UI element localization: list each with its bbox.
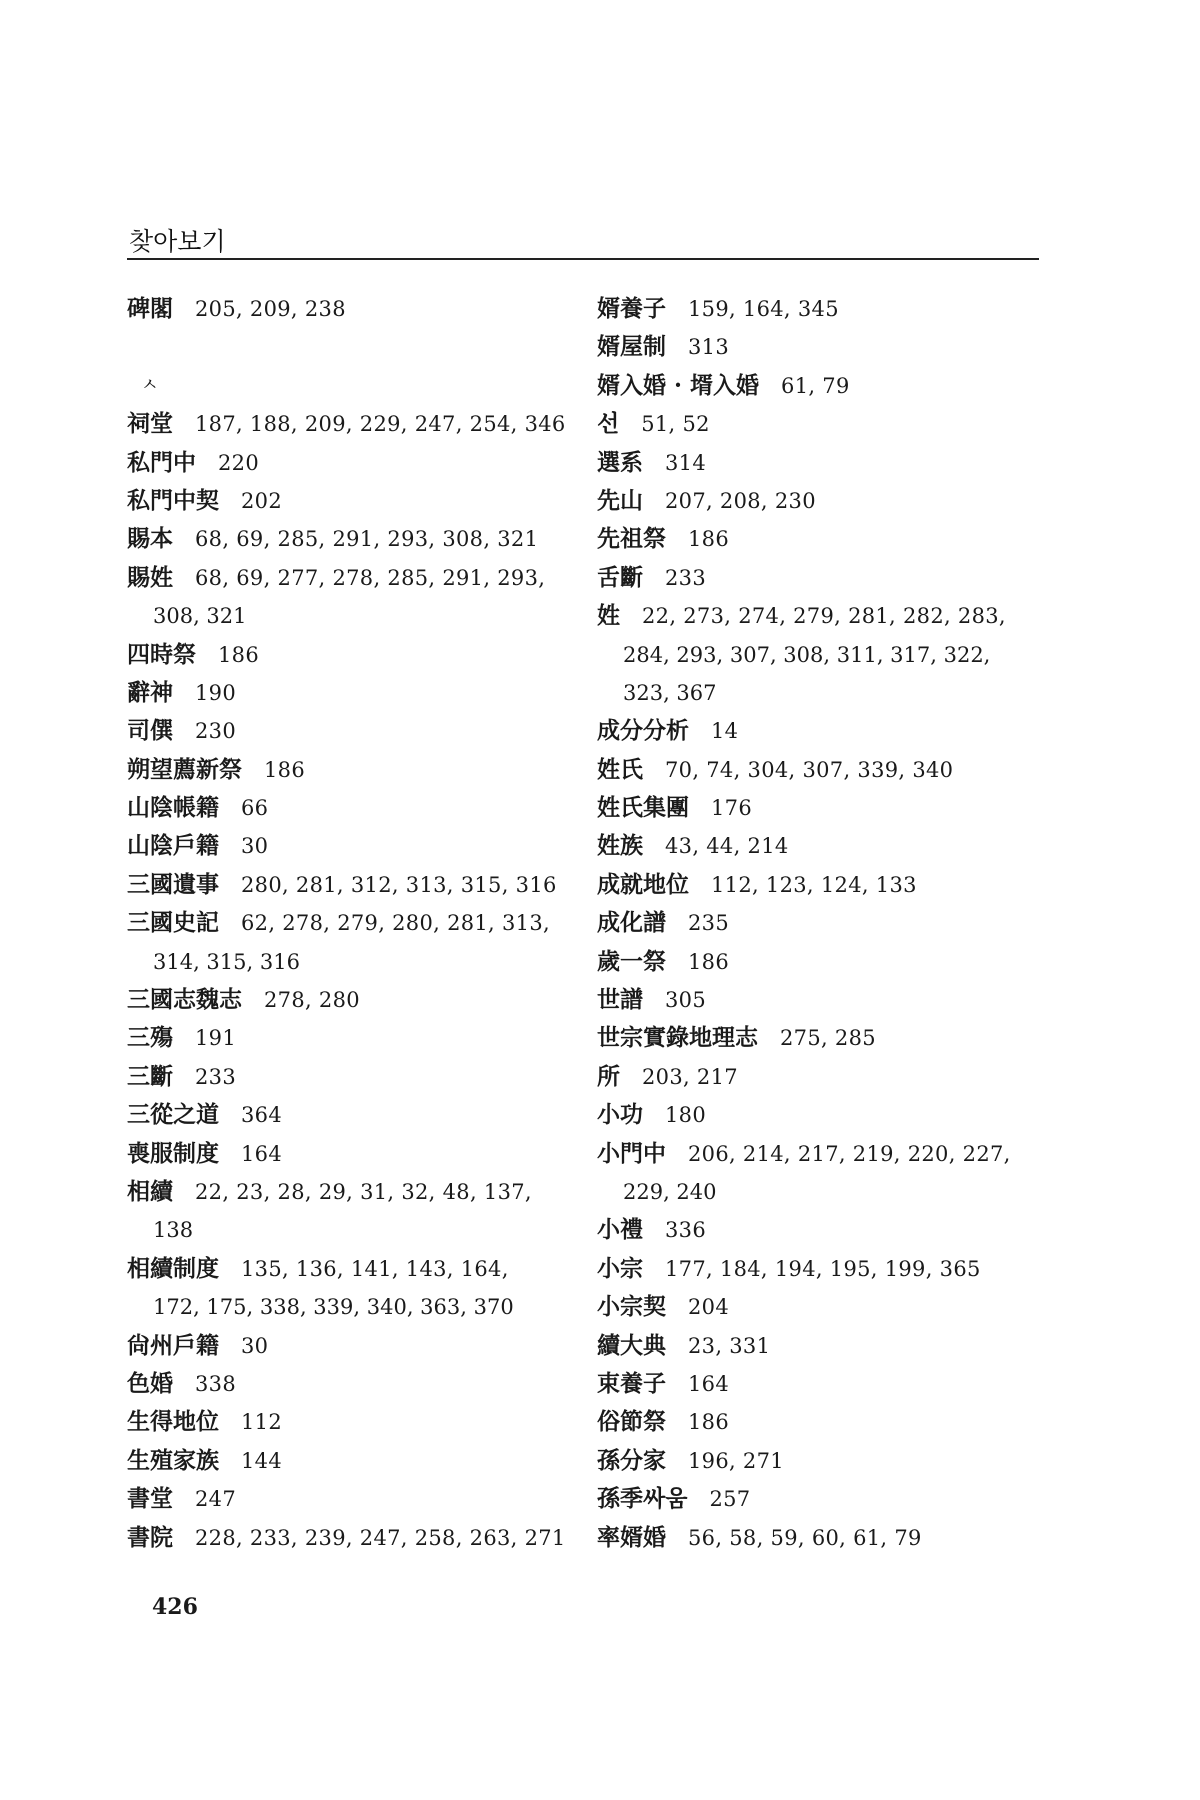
index-entry <box>597 981 1039 1019</box>
index-pages: 22, 273, 274, 279, 281, 282, 283, <box>642 604 1006 629</box>
index-pages: 305 <box>665 988 706 1013</box>
index-pages: 233 <box>195 1064 236 1089</box>
index-term: 喪服制度 <box>127 1139 219 1167</box>
index-entry <box>597 1135 1039 1212</box>
index-pages: 280, 281, 312, 313, 315, 316 <box>241 872 557 897</box>
index-pages: 144 <box>241 1448 282 1473</box>
index-entry <box>127 674 567 712</box>
index-pages: 51, 52 <box>641 412 710 437</box>
index-entry <box>127 559 567 636</box>
index-term: 賜姓 <box>127 563 173 591</box>
index-entry <box>597 290 1039 328</box>
index-term: 束養子 <box>597 1369 666 1397</box>
index-term: 世譜 <box>597 986 643 1014</box>
index-pages: 206, 214, 217, 219, 220, 227, <box>688 1141 1011 1166</box>
index-term: 續大典 <box>597 1331 666 1359</box>
index-pages: 177, 184, 194, 195, 199, 365 <box>665 1256 981 1281</box>
index-pages: 112, 123, 124, 133 <box>711 872 917 897</box>
index-term: 小門中 <box>597 1139 666 1167</box>
index-entry <box>127 405 567 443</box>
index-term: 三從之道 <box>127 1101 219 1129</box>
index-entry <box>127 827 567 865</box>
index-pages: 30 <box>241 1333 269 1358</box>
index-entry <box>597 1288 1039 1326</box>
index-pages: 203, 217 <box>642 1064 738 1089</box>
index-pages: 235 <box>688 911 729 936</box>
index-term: 書堂 <box>127 1485 173 1513</box>
index-entry <box>127 1519 567 1557</box>
index-entry <box>127 1327 567 1365</box>
index-entry <box>597 789 1039 827</box>
index-entry <box>597 1058 1039 1096</box>
index-term: 成就地位 <box>597 870 689 898</box>
index-term: 私門中 <box>127 448 196 476</box>
index-entry <box>127 482 567 520</box>
index-pages: 30 <box>241 834 269 859</box>
index-header <box>127 228 1039 260</box>
index-term: 尙州戶籍 <box>127 1331 219 1359</box>
index-term: 婿入婚 · 壻入婚 <box>597 371 760 399</box>
index-term: 三國遺事 <box>127 870 219 898</box>
index-entry <box>597 1442 1039 1480</box>
index-term: 祠堂 <box>127 410 173 438</box>
index-term: 碑閣 <box>127 295 173 322</box>
index-entry <box>597 1365 1039 1403</box>
index-term: 婿屋制 <box>597 333 666 361</box>
index-pages-continued: 308, 321 <box>153 604 247 629</box>
index-term: 三殤 <box>127 1024 173 1052</box>
index-entry <box>597 1480 1039 1518</box>
index-entry <box>597 712 1039 750</box>
index-entry <box>597 1327 1039 1365</box>
index-term: 舌斷 <box>597 563 643 591</box>
index-term: 小宗契 <box>597 1293 666 1321</box>
index-entry <box>597 559 1039 597</box>
index-term: 選系 <box>597 448 643 476</box>
index-term: 俗節祭 <box>597 1408 666 1436</box>
index-pages: 66 <box>241 796 269 821</box>
index-pages-continued: 323, 367 <box>623 680 717 705</box>
index-term: 姓氏集團 <box>597 794 689 822</box>
index-term: 小宗 <box>597 1254 643 1282</box>
index-entry <box>127 290 567 328</box>
index-pages: 233 <box>665 565 706 590</box>
index-entry <box>127 981 567 1019</box>
index-entry <box>127 1365 567 1403</box>
index-pages: 336 <box>665 1218 706 1243</box>
index-term: 孫季싸움 <box>597 1485 688 1513</box>
index-pages: 207, 208, 230 <box>665 488 816 513</box>
index-pages-continued: 229, 240 <box>623 1179 717 1204</box>
index-entry <box>127 1019 567 1057</box>
index-term: 辭神 <box>127 678 173 706</box>
index-pages: 186 <box>264 757 305 782</box>
section-label: ㅅ <box>141 374 159 396</box>
index-pages: 43, 44, 214 <box>665 834 789 859</box>
page-title: 찾아보기 <box>129 227 226 256</box>
index-entry <box>127 712 567 750</box>
index-list-right <box>597 290 1039 1557</box>
index-pages: 164 <box>241 1141 282 1166</box>
page-number: 426 <box>152 1594 198 1620</box>
index-column-left <box>127 290 567 1557</box>
index-term: 四時祭 <box>127 640 196 668</box>
index-pages-continued: 138 <box>153 1218 194 1243</box>
index-entry <box>597 827 1039 865</box>
index-term: 色婚 <box>127 1369 173 1397</box>
index-entry <box>597 1096 1039 1134</box>
index-entry <box>127 866 567 904</box>
index-column-right <box>597 290 1039 1557</box>
index-entry <box>597 597 1039 712</box>
index-entry <box>127 1173 567 1250</box>
index-term: 先山 <box>597 486 643 514</box>
index-term: 世宗實錄地理志 <box>597 1024 758 1052</box>
index-pages: 62, 278, 279, 280, 281, 313, <box>241 911 550 936</box>
index-term: 姓族 <box>597 832 643 860</box>
index-term: 三斷 <box>127 1062 173 1090</box>
index-pages: 135, 136, 141, 143, 164, <box>241 1256 509 1281</box>
index-pages: 257 <box>709 1487 751 1512</box>
index-pages: 220 <box>218 450 259 475</box>
index-pages: 14 <box>711 719 739 744</box>
index-term: 小禮 <box>597 1216 643 1244</box>
index-term: 歲一祭 <box>597 947 666 975</box>
index-term: 所 <box>597 1062 620 1090</box>
index-pages: 278, 280 <box>264 988 360 1013</box>
index-term: 선 <box>597 410 620 438</box>
index-term: 率婿婚 <box>597 1523 666 1551</box>
index-pages: 56, 58, 59, 60, 61, 79 <box>688 1525 922 1550</box>
index-entry <box>597 751 1039 789</box>
index-term: 姓氏 <box>597 755 643 783</box>
index-entry <box>597 520 1039 558</box>
index-list-left <box>127 405 567 1557</box>
index-term: 書院 <box>127 1523 173 1551</box>
index-term: 小功 <box>597 1101 643 1129</box>
index-entry <box>597 904 1039 942</box>
index-pages: 190 <box>195 680 236 705</box>
index-pages-continued: 172, 175, 338, 339, 340, 363, 370 <box>153 1295 514 1320</box>
index-entry <box>597 1211 1039 1249</box>
index-pages: 364 <box>241 1103 282 1128</box>
index-entry <box>597 328 1039 366</box>
index-term: 孫分家 <box>597 1446 666 1474</box>
index-entry <box>127 1442 567 1480</box>
index-entry <box>127 1250 567 1327</box>
index-pages-continued: 314, 315, 316 <box>153 949 300 974</box>
index-entry <box>597 444 1039 482</box>
index-pages: 186 <box>688 949 729 974</box>
index-pages: 68, 69, 285, 291, 293, 308, 321 <box>195 527 539 552</box>
index-entry <box>127 1403 567 1441</box>
index-entry <box>597 367 1039 405</box>
index-pages: 275, 285 <box>780 1026 876 1051</box>
index-pages: 180 <box>665 1103 706 1128</box>
index-entry <box>127 1480 567 1518</box>
index-pages: 68, 69, 277, 278, 285, 291, 293, <box>195 565 546 590</box>
index-pages: 228, 233, 239, 247, 258, 263, 271 <box>195 1525 566 1550</box>
index-entry <box>597 866 1039 904</box>
index-pages: 313 <box>688 335 729 360</box>
index-entry <box>127 1135 567 1173</box>
index-pages: 176 <box>711 796 752 821</box>
index-pages: 186 <box>688 1410 729 1435</box>
index-pages: 159, 164, 345 <box>688 297 839 321</box>
index-pages: 191 <box>195 1026 236 1051</box>
index-pages: 338 <box>195 1371 236 1396</box>
index-pages: 186 <box>218 642 259 667</box>
index-pages: 247 <box>195 1487 236 1512</box>
index-entry <box>597 405 1039 443</box>
index-pages: 196, 271 <box>688 1448 784 1473</box>
index-pages: 22, 23, 28, 29, 31, 32, 48, 137, <box>195 1180 532 1204</box>
index-pages: 61, 79 <box>781 373 850 398</box>
index-term: 賜本 <box>127 525 173 553</box>
index-entry <box>597 1019 1039 1057</box>
index-term: 三國志魏志 <box>127 986 242 1014</box>
index-entry <box>597 482 1039 520</box>
index-entry <box>127 636 567 674</box>
index-pages: 70, 74, 304, 307, 339, 340 <box>665 757 954 782</box>
index-entry <box>127 1096 567 1134</box>
index-entry <box>597 943 1039 981</box>
index-entry <box>127 444 567 482</box>
index-entry <box>127 789 567 827</box>
index-pages: 314 <box>665 450 706 475</box>
index-entry <box>597 1250 1039 1288</box>
index-entry <box>127 751 567 789</box>
index-pages: 23, 331 <box>688 1333 771 1358</box>
index-term: 山陰戶籍 <box>127 832 219 860</box>
index-term: 生得地位 <box>127 1408 219 1436</box>
index-term: 姓 <box>597 602 620 630</box>
index-entry <box>597 1403 1039 1441</box>
index-term: 成化譜 <box>597 909 666 937</box>
index-pages: 202 <box>241 488 282 513</box>
index-term: 相續 <box>127 1178 173 1205</box>
index-entry <box>127 520 567 558</box>
index-term: 成分分析 <box>597 717 689 745</box>
index-pages: 164 <box>688 1371 729 1396</box>
index-pages: 230 <box>195 719 236 744</box>
index-pages: 205, 209, 238 <box>195 297 346 321</box>
index-entry <box>127 904 567 981</box>
index-term: 私門中契 <box>127 486 219 514</box>
index-term: 生殖家族 <box>127 1446 219 1474</box>
index-term: 司僎 <box>127 717 173 745</box>
index-term: 山陰帳籍 <box>127 794 219 822</box>
index-entry <box>597 1519 1039 1557</box>
index-term: 相續制度 <box>127 1254 219 1282</box>
index-term: 朔望薦新祭 <box>127 755 242 783</box>
index-pages: 204 <box>688 1295 729 1320</box>
index-pages-continued: 284, 293, 307, 308, 311, 317, 322, <box>623 642 991 667</box>
index-pages: 187, 188, 209, 229, 247, 254, 346 <box>195 412 566 437</box>
index-pages: 112 <box>241 1410 282 1435</box>
index-pages: 186 <box>688 527 729 552</box>
index-entry <box>127 1058 567 1096</box>
index-term: 婿養子 <box>597 295 666 322</box>
index-term: 三國史記 <box>127 909 219 937</box>
index-term: 先祖祭 <box>597 525 666 553</box>
